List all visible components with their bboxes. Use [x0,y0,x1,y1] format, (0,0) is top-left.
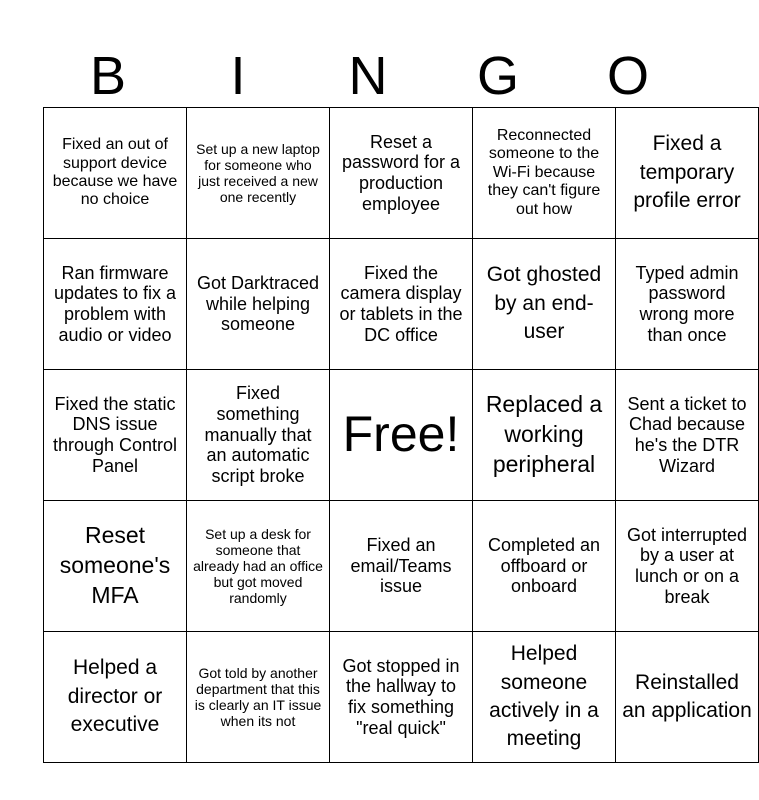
grid-row-3 [44,370,759,501]
bingo-cell-r5c3[interactable]: Got stopped in the hallway to fix something "real quick" [330,632,473,763]
bingo-cell-r3c2[interactable]: Fixed something manually that an automatic script broke [187,370,330,501]
bingo-cell-r5c4[interactable]: Helped someone actively in a meeting [473,632,616,763]
bingo-cell-r4c1[interactable]: Reset someone's MFA [44,501,187,632]
bingo-cell-r2c1[interactable]: Ran firmware updates to fix a problem with audio or video [44,239,187,370]
grid-row-1 [44,108,759,239]
bingo-cell-r3c1[interactable]: Fixed the static DNS issue through Control Panel [44,370,187,501]
bingo-cell-r5c2[interactable]: Got told by another department that this is clearly an IT issue when its not [187,632,330,763]
bingo-cell-r1c3[interactable]: Reset a password for a production employee [330,108,473,239]
bingo-cell-r2c5[interactable]: Typed admin password wrong more than once [616,239,759,370]
grid-row-2 [44,239,759,370]
bingo-cell-r4c5[interactable]: Got interrupted by a user at lunch or on a break [616,501,759,632]
bingo-cell-r3c5[interactable]: Sent a ticket to Chad because he's the DTR Wizard [616,370,759,501]
bingo-header [43,44,693,108]
bingo-cell-r2c4[interactable]: Got ghosted by an end-user [473,239,616,370]
bingo-cell-r5c5[interactable]: Reinstalled an application [616,632,759,763]
bingo-cell-r3c4[interactable]: Replaced a working peripheral [473,370,616,501]
bingo-cell-r2c3[interactable]: Fixed the camera display or tablets in the DC office [330,239,473,370]
header-letter-o: O [606,46,649,106]
grid-row-4 [44,501,759,632]
bingo-cell-r1c5[interactable]: Fixed a temporary profile error [616,108,759,239]
bingo-cell-free[interactable]: Free! [330,370,473,501]
grid-row-5 [44,632,759,763]
bingo-grid [43,107,759,763]
header-letter-b: B [89,46,127,106]
bingo-cell-r4c4[interactable]: Completed an offboard or onboard [473,501,616,632]
header-letter-i: I [230,46,246,106]
bingo-cell-r5c1[interactable]: Helped a director or executive [44,632,187,763]
bingo-cell-r1c4[interactable]: Reconnected someone to the Wi-Fi because they can't figure out how [473,108,616,239]
bingo-cell-r4c2[interactable]: Set up a desk for someone that already had an office but got moved randomly [187,501,330,632]
bingo-cell-r1c2[interactable]: Set up a new laptop for someone who just received a new one recently [187,108,330,239]
bingo-cell-r2c2[interactable]: Got Darktraced while helping someone [187,239,330,370]
bingo-cell-r4c3[interactable]: Fixed an email/Teams issue [330,501,473,632]
header-letter-n: N [348,46,388,106]
bingo-cell-r1c1[interactable]: Fixed an out of support device because we have no choice [44,108,187,239]
header-letter-g: G [476,46,519,106]
